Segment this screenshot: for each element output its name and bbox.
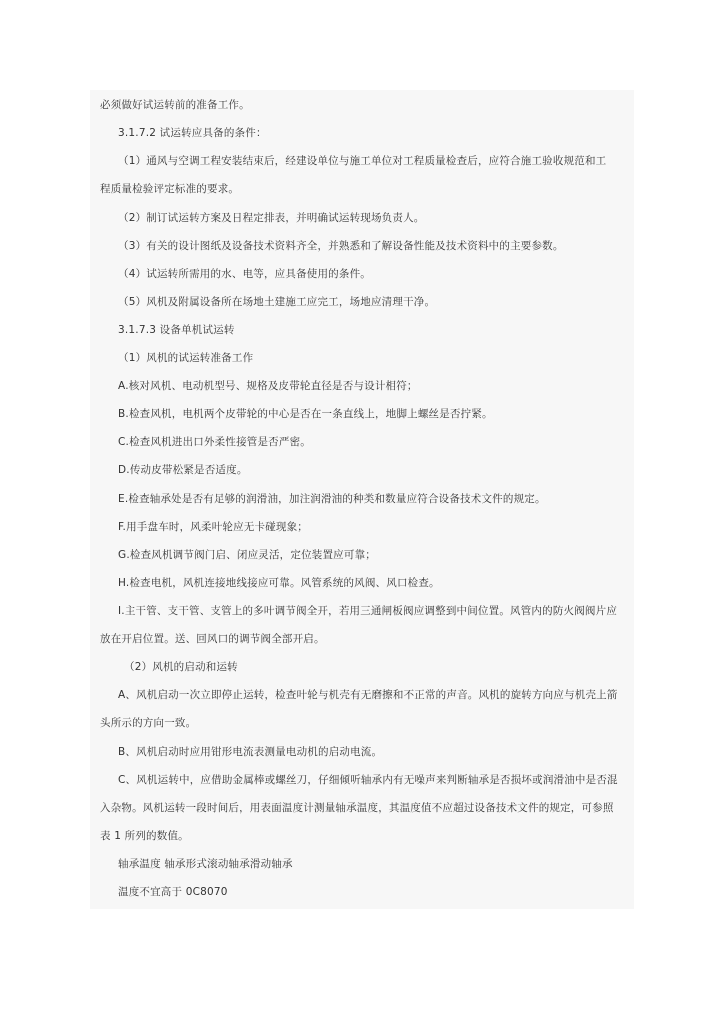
- text-line: E.检查轴承处是否有足够的润滑油，加注润滑油的种类和数量应符合设备技术文件的规定。: [118, 493, 546, 505]
- text-line: （3）有关的设计图纸及设备技术资料齐全，并熟悉和了解设备性能及技术资料中的主要参数。: [118, 240, 564, 252]
- text-line: 表 1 所列的数值。: [100, 830, 189, 842]
- text-line: 放在开启位置。送、回风口的调节阀全部开启。: [100, 633, 325, 645]
- text-line: （2）制订试运转方案及日程定排表，并明确试运转现场负责人。: [118, 212, 425, 224]
- text-line: 必须做好试运转前的准备工作。: [100, 99, 250, 111]
- table-row-line: 温度不宜高于 0C8070: [118, 886, 228, 898]
- subsection-heading: （2）风机的启动和运转: [124, 661, 238, 673]
- text-line: C.检查风机进出口外柔性接管是否严密。: [118, 436, 311, 448]
- section-heading: 3.1.7.3 设备单机试运转: [118, 324, 235, 336]
- text-line: C、风机运转中，应借助金属棒或螺丝刀，仔细倾听轴承内有无噪声来判断轴承是否损坏或润滑油中是否混: [118, 774, 618, 786]
- text-line: 程质量检验评定标准的要求。: [100, 183, 240, 195]
- text-line: 头所示的方向一致。: [100, 717, 197, 729]
- document-page: [90, 90, 634, 909]
- text-line: D.传动皮带松紧是否适度。: [118, 464, 248, 476]
- text-line: A.核对风机、电动机型号、规格及皮带轮直径是否与设计相符；: [118, 380, 418, 392]
- text-line: H.检查电机，风机连接地线接应可靠。风管系统的风阀、风口检查。: [118, 577, 440, 589]
- text-line: A、风机启动一次立即停止运转，检查叶轮与机壳有无磨擦和不正常的声音。风机的旋转方向应与机壳上箭: [118, 689, 618, 701]
- text-line: I.主干管、支干管、支管上的多叶调节阀全开，若用三通闸板阀应调整到中间位置。风管内的防火阀阀片应: [118, 605, 618, 617]
- text-line: B、风机启动时应用钳形电流表测量电动机的启动电流。: [118, 746, 383, 758]
- table-header-line: 轴承温度 轴承形式滚动轴承滑动轴承: [118, 858, 293, 870]
- text-line: （4）试运转所需用的水、电等，应具备使用的条件。: [118, 268, 371, 280]
- text-line: B.检查风机，电机两个皮带轮的中心是否在一条直线上，地脚上螺丝是否拧紧。: [118, 408, 493, 420]
- section-heading: 3.1.7.2 试运转应具备的条件：: [118, 127, 267, 139]
- text-line: F.用手盘车时，风柔叶轮应无卡碰现象；: [118, 521, 308, 533]
- text-line: （1）通风与空调工程安装结束后，经建设单位与施工单位对工程质量检查后，应符合施工验收规范和工: [118, 155, 607, 167]
- text-line: G.检查风机调节阀门启、闭应灵活，定位装置应可靠；: [118, 549, 376, 561]
- text-line: （5）风机及附属设备所在场地土建施工应完工，场地应清理干净。: [118, 296, 436, 308]
- subsection-heading: （1）风机的试运转准备工作: [118, 352, 254, 364]
- text-line: 入杂物。风机运转一段时间后，用表面温度计测量轴承温度，其温度值不应超过设备技术文件的规定，可参照: [100, 802, 614, 814]
